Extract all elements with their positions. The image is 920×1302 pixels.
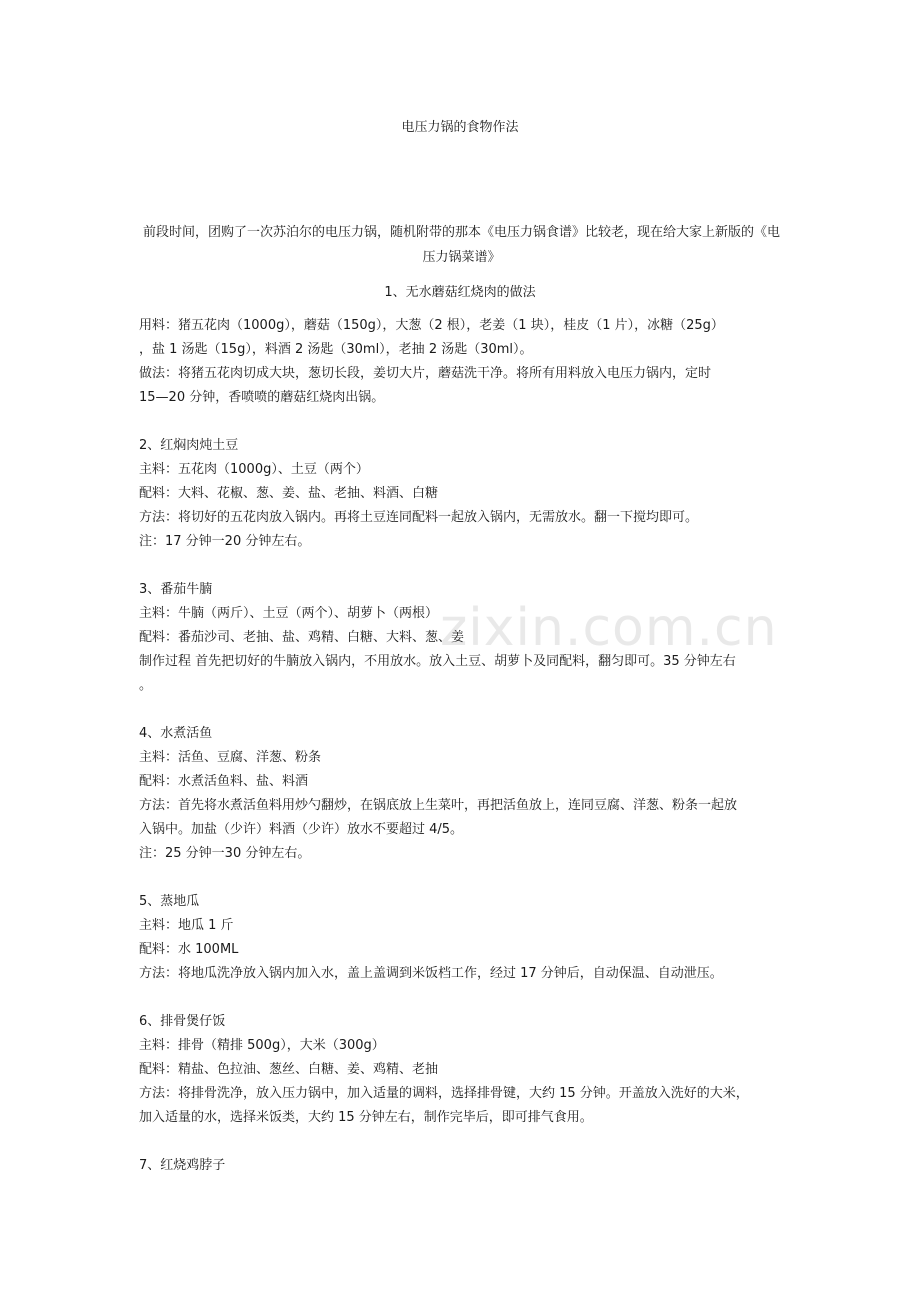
spacer <box>139 866 784 890</box>
section-heading-5: 5、蒸地瓜 <box>139 894 200 909</box>
section-6-line: 方法：将排骨洗净，放入压力锅中，加入适量的调料，选择排骨键，大约 15 分钟。开盖放入洗好的大米， <box>139 1086 749 1101</box>
section-1-line: 做法：将猪五花肉切成大块，葱切长段，姜切大片，蘑菇洗干净。将所有用料放入电压力锅内，定时 <box>139 366 712 381</box>
section-heading-7: 7、红烧鸡脖子 <box>139 1158 226 1173</box>
section-5-line: 配料：水 100ML <box>139 942 239 957</box>
spacer <box>139 1130 784 1154</box>
spacer <box>139 698 784 722</box>
section-1-line: 15—20 分钟，香喷喷的蘑菇红烧肉出锅。 <box>139 390 385 405</box>
section-heading-4: 4、水煮活鱼 <box>139 726 213 741</box>
section-6-line: 加入适量的水，选择米饭类，大约 15 分钟左右，制作完毕后，即可排气食用。 <box>139 1110 593 1125</box>
section-1-line: 用料：猪五花肉（1000g），蘑菇（150g），大葱（2 根），老姜（1 块），桂皮（1 片），冰糖（25g） <box>139 318 724 333</box>
section-3-line: 。 <box>139 678 153 693</box>
section-4-line: 入锅中。加盐（少许）料酒（少许）放水不要超过 4/5。 <box>139 822 464 837</box>
spacer <box>139 554 784 578</box>
intro-paragraph: 前段时间，团购了一次苏泊尔的电压力锅，随机附带的那本《电压力锅食谱》比较老，现在给大家上新版的《电压力锅菜谱》 <box>142 225 780 265</box>
section-1-line: ，盐 1 汤匙（15g），料酒 2 汤匙（30ml），老抽 2 汤匙（30ml）。 <box>139 342 533 357</box>
section-2-line: 方法：将切好的五花肉放入锅内。再将土豆连同配料一起放入锅内，无需放水。翻一下搅均即可。 <box>139 510 699 525</box>
section-heading-6: 6、排骨煲仔饭 <box>139 1014 226 1029</box>
section-2-line: 主料：五花肉（1000g）、土豆（两个） <box>139 462 369 477</box>
section-2-line: 注：17 分钟一20 分钟左右。 <box>139 534 311 549</box>
document-title: 电压力锅的食物作法 <box>401 120 519 135</box>
section-4-line: 注：25 分钟一30 分钟左右。 <box>139 846 311 861</box>
spacer <box>139 410 784 434</box>
section-4-line: 主料：活鱼、豆腐、洋葱、粉条 <box>139 750 322 765</box>
section-4-line: 配料：水煮活鱼料、盐、料酒 <box>139 774 309 789</box>
watermark: zixin.com.cn <box>440 598 778 658</box>
section-5-line: 方法：将地瓜洗净放入锅内加入水，盖上盖调到米饭档工作，经过 17 分钟后，自动保温、自动泄压。 <box>139 966 723 981</box>
recipe-content <box>139 314 784 1178</box>
section-heading-3: 3、番茄牛腩 <box>139 582 213 597</box>
section-3-line: 配料：番茄沙司、老抽、盐、鸡精、白糖、大料、葱、姜 <box>139 630 465 645</box>
section-6-line: 主料：排骨（精排 500g），大米（300g） <box>139 1038 385 1053</box>
section-heading-2: 2、红焖肉炖土豆 <box>139 438 239 453</box>
section-5-line: 主料：地瓜 1 斤 <box>139 918 234 933</box>
section-3-line: 制作过程 首先把切好的牛腩放入锅内，不用放水。放入土豆、胡萝卜及同配料，翻匀即可。35 分钟左右 <box>139 654 736 669</box>
section-2-line: 配料：大料、花椒、葱、姜、盐、老抽、料酒、白糖 <box>139 486 439 501</box>
section-4-line: 方法：首先将水煮活鱼料用炒勺翻炒，在锅底放上生菜叶，再把活鱼放上，连同豆腐、洋葱、粉条一起放 <box>139 798 738 813</box>
spacer <box>139 986 784 1010</box>
section-3-line: 主料：牛腩（两斤）、土豆（两个）、胡萝卜（两根） <box>139 606 439 621</box>
section-6-line: 配料：精盐、色拉油、葱丝、白糖、姜、鸡精、老抽 <box>139 1062 439 1077</box>
section-heading-1: 1、无水蘑菇红烧肉的做法 <box>384 285 536 300</box>
